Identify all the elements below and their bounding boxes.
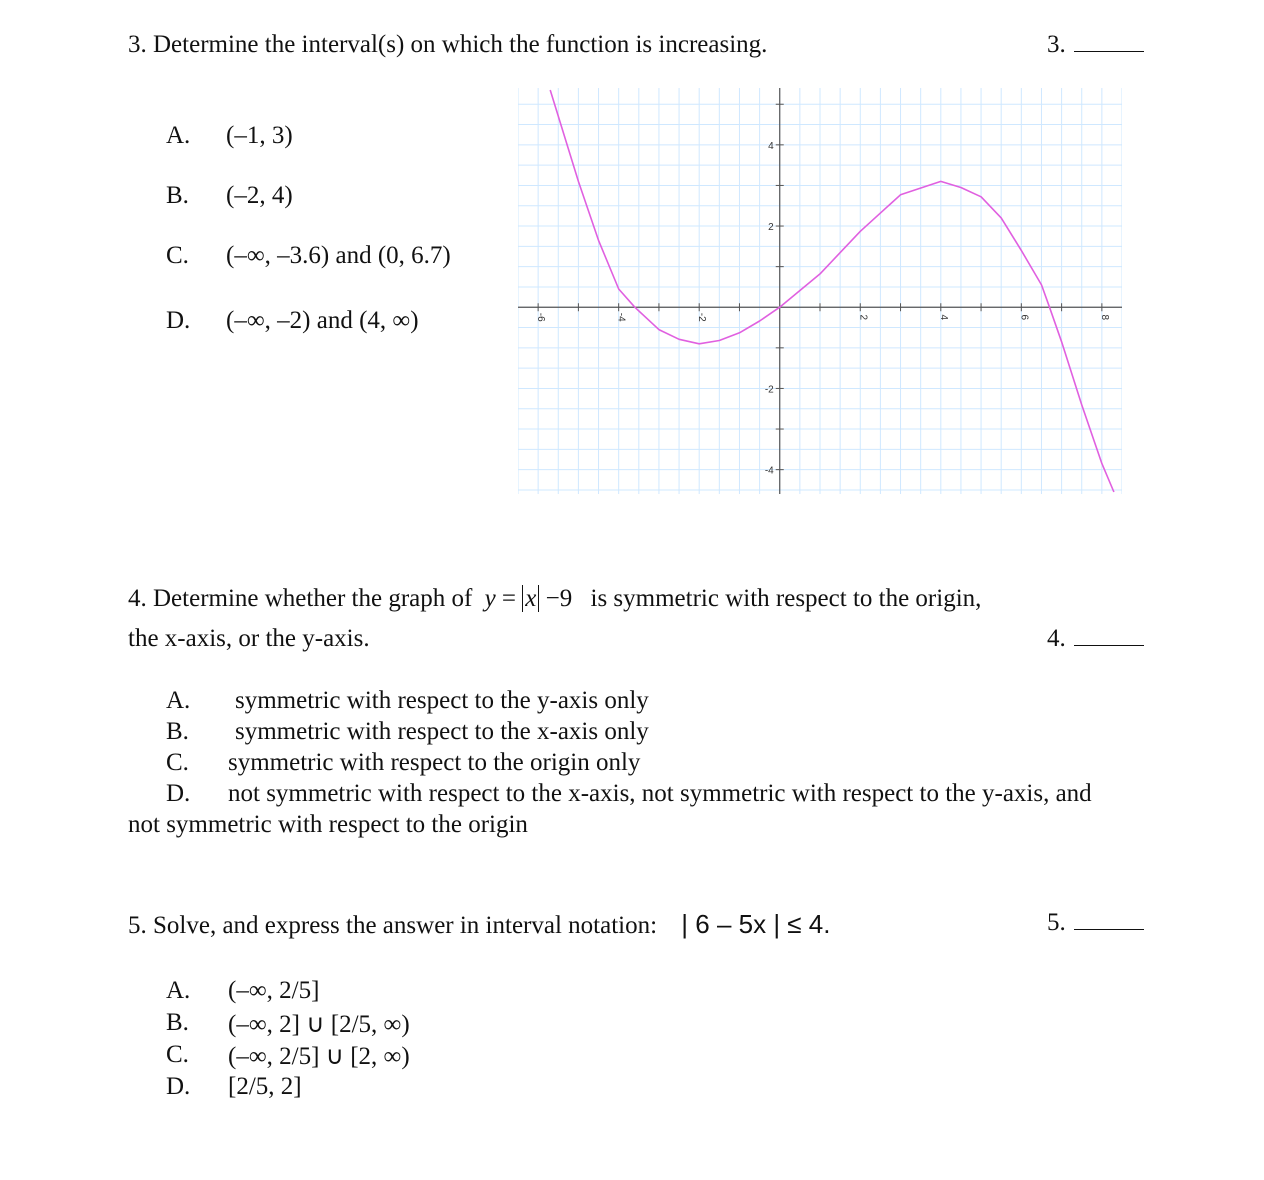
q5-expression: | 6 – 5x | ≤ 4. — [681, 909, 831, 939]
q3-option-b[interactable] — [166, 182, 293, 210]
q4-answer-number: 4. — [1047, 625, 1066, 652]
function-graph — [518, 88, 1122, 494]
q3-option-d-text: (–∞, –2) and (4, ∞) — [226, 307, 419, 334]
q4-prompt-after: is symmetric with respect to the origin, — [590, 585, 982, 612]
q4-answer-line[interactable] — [1074, 644, 1144, 646]
q4-option-d[interactable] — [166, 780, 1092, 808]
q4-option-c[interactable] — [166, 749, 641, 777]
y-tick-label: 4 — [768, 140, 774, 152]
q4-option-b-text: symmetric with respect to the x-axis only — [235, 718, 649, 745]
q5-answer-blank[interactable] — [1047, 909, 1144, 937]
q4-prompt-line2: the x-axis, or the y-axis. — [128, 625, 370, 652]
q4-option-b-letter: B. — [166, 718, 189, 745]
q4-eq-abs — [522, 585, 539, 612]
q4-option-c-letter: C. — [166, 749, 189, 776]
q5-option-c-text: (–∞, 2/5] ∪ [2, ∞) — [228, 1043, 410, 1070]
q5-option-d[interactable] — [166, 1073, 302, 1101]
q5-option-a-text: (–∞, 2/5] — [228, 977, 320, 1004]
q4-option-c-text: symmetric with respect to the origin only — [228, 749, 641, 776]
y-tick-label: 2 — [768, 222, 774, 234]
q4-option-d-letter: D. — [166, 780, 191, 807]
x-tick-label: -6 — [535, 312, 547, 322]
x-tick-label: 6 — [1018, 314, 1030, 321]
x-tick-label: -4 — [615, 312, 627, 322]
q5-option-c-letter: C. — [166, 1041, 189, 1068]
q3-option-b-text: (–2, 4) — [226, 182, 293, 209]
q4-eq-y: y — [484, 585, 496, 612]
q3-option-d[interactable] — [166, 307, 419, 335]
graph-curve-group — [550, 90, 1114, 492]
q5-option-a-letter: A. — [166, 977, 191, 1004]
q3-answer-line[interactable] — [1074, 50, 1144, 52]
graph-ticks — [535, 104, 1110, 476]
q4-option-b[interactable] — [166, 718, 649, 746]
q4-equation — [485, 585, 579, 612]
q5-option-b[interactable] — [166, 1009, 410, 1038]
q4-eq-x: x — [525, 585, 537, 612]
x-tick-label: 2 — [857, 314, 869, 321]
q5-option-d-text: [2/5, 2] — [228, 1073, 302, 1100]
q4-option-a[interactable] — [166, 687, 649, 715]
q5-option-b-text: (–∞, 2] ∪ [2/5, ∞) — [228, 1011, 410, 1038]
q5-option-c[interactable] — [166, 1041, 410, 1070]
q3-prompt: 3. Determine the interval(s) on which the function is increasing. — [128, 31, 768, 58]
q4-prompt-line1 — [128, 585, 981, 613]
q4-option-d-text: not symmetric with respect to the x-axis, not symmetric with respect to the y-axis, and — [228, 780, 1092, 807]
q3-option-b-letter: B. — [166, 182, 189, 209]
q3-option-c[interactable] — [166, 242, 451, 270]
q5-option-b-letter: B. — [166, 1009, 189, 1036]
x-tick-label: 8 — [1098, 314, 1110, 321]
q5-answer-line[interactable] — [1074, 928, 1144, 930]
q3-option-a[interactable] — [166, 122, 293, 150]
q3-option-a-letter: A. — [166, 122, 191, 149]
q4-answer-blank[interactable] — [1047, 625, 1144, 653]
q5-answer-number: 5. — [1047, 909, 1066, 936]
x-tick-label: 4 — [937, 314, 949, 321]
q3-option-d-letter: D. — [166, 307, 191, 334]
q4-eq-minus-nine: −9 — [545, 585, 573, 612]
q3-answer-blank[interactable] — [1047, 31, 1144, 59]
q3-option-c-text: (–∞, –3.6) and (0, 6.7) — [226, 242, 451, 269]
q5-option-d-letter: D. — [166, 1073, 191, 1100]
function-curve — [550, 90, 1114, 492]
q4-prompt-before: 4. Determine whether the graph of — [128, 585, 473, 612]
q5-prompt-text: 5. Solve, and express the answer in interval notation: — [128, 912, 658, 939]
q5-option-a[interactable] — [166, 977, 320, 1005]
q3-option-a-text: (–1, 3) — [226, 122, 293, 149]
q3-answer-number: 3. — [1047, 31, 1066, 58]
q4-eq-equals: = — [501, 585, 517, 612]
q3-option-c-letter: C. — [166, 242, 189, 269]
q5-prompt — [128, 909, 830, 940]
q4-option-a-letter: A. — [166, 687, 191, 714]
q4-option-d-continued: not symmetric with respect to the origin — [128, 811, 528, 838]
y-tick-label: -4 — [764, 465, 774, 477]
graph-grid — [518, 88, 1122, 494]
q4-option-a-text: symmetric with respect to the y-axis only — [235, 687, 649, 714]
y-tick-label: -2 — [764, 384, 774, 396]
x-tick-label: -2 — [696, 312, 708, 322]
